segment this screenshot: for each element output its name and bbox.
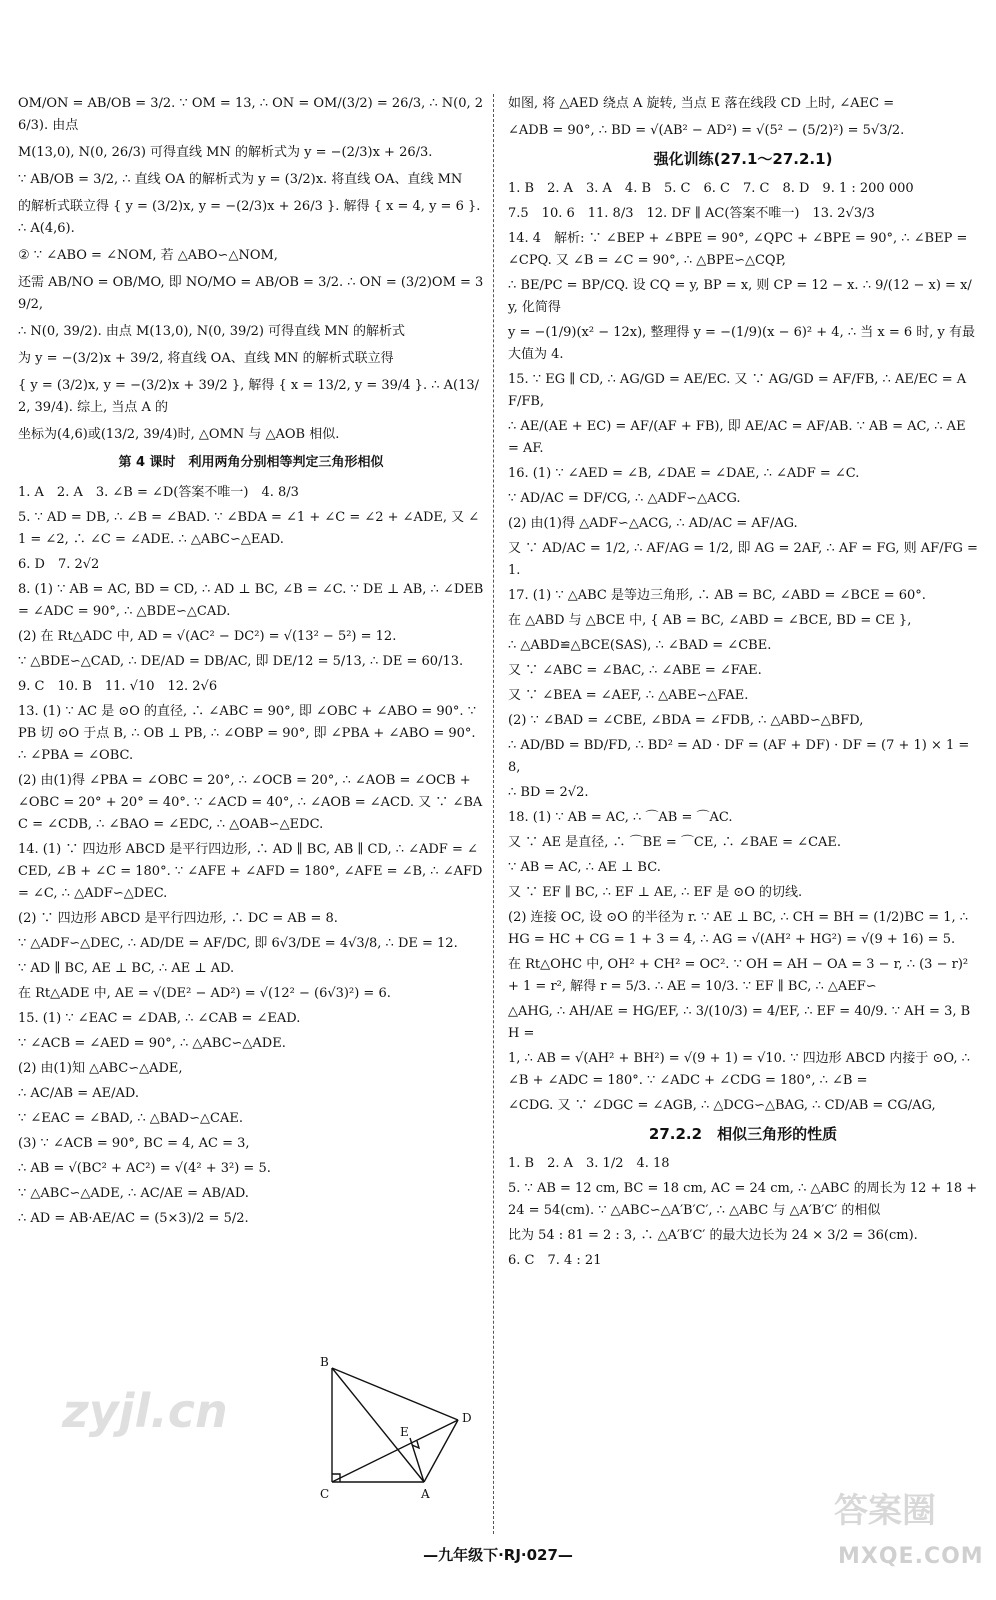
solution-line: ② ∵ ∠ABO = ∠NOM, 若 △ABO∽△NOM, [18, 248, 278, 263]
point-label: E [400, 1425, 409, 1439]
solution-line: 的解析式联立得 { y = (3/2)x, y = −(2/3)x + 26/3 }. 解得 { x = 4, y = 6 }. ∴ A(4,6). [18, 199, 485, 236]
answer-line: 6. D 7. 2√2 [18, 557, 100, 572]
segment-bd [332, 1368, 458, 1420]
answer-line: ∴ AD/BD = BD/FD, ∴ BD² = AD · DF = (AF + DF) · DF = (7 + 1) × 1 = 8, [508, 738, 974, 775]
answer-line: 1. A 2. A 3. ∠B = ∠D(答案不唯一) 4. 8/3 [18, 485, 299, 500]
answer-line: ∠CDG. 又 ∵ ∠DGC = ∠AGB, ∴ △DCG∽△BAG, ∴ CD/AB = CG/AG, [508, 1098, 936, 1113]
answer-line: (2) ∵ ∠BAD = ∠CBE, ∠BDA = ∠FDB, ∴ △ABD∽△BFD, [508, 713, 864, 728]
solution-line: { y = (3/2)x, y = −(3/2)x + 39/2 }, 解得 { x = 13/2, y = 39/4 }. ∴ A(13/2, 39/4). 综上, 当点 A 的 [18, 378, 480, 415]
segment-da [424, 1420, 458, 1482]
point-label: C [320, 1487, 330, 1501]
answer-line: 16. (1) ∵ ∠AED = ∠B, ∠DAE = ∠DAE, ∴ ∠ADF = ∠C. [508, 466, 860, 481]
answer-line: ∵ AB = AC, ∴ AE ⊥ BC. [508, 860, 661, 875]
segment-cd [332, 1420, 458, 1482]
geometry-figure [318, 1356, 478, 1506]
answer-line: 14. 4 解析: ∵ ∠BEP + ∠BPE = 90°, ∠QPC + ∠BPE = 90°, ∴ ∠BEP = ∠CPQ. 又 ∠B = ∠C = 90°, ∴ △BPE∽△CQP, [508, 231, 972, 268]
answer-line: ∴ BE/PC = BP/CQ. 设 CQ = y, BP = x, 则 CP = 12 − x. ∴ 9/(12 − x) = x/y, 化简得 [508, 278, 972, 315]
answer-line: 9. C 10. B 11. √10 12. 2√6 [18, 679, 218, 694]
solution-line: 坐标为(4,6)或(13/2, 39/4)时, △OMN 与 △AOB 相似. [18, 427, 340, 442]
solution-line: OM/ON = AB/OB = 3/2. ∵ OM = 13, ∴ ON = OM/(3/2) = 26/3, ∴ N(0, 26/3). 由点 [18, 96, 484, 133]
answer-line: 又 ∵ ∠ABC = ∠BAC, ∴ ∠ABE = ∠FAE. [508, 663, 762, 678]
answer-line: 17. (1) ∵ △ABC 是等边三角形, ∴ AB = BC, ∠ABD = ∠BCE = 60°. [508, 588, 926, 603]
section-heading: 27.2.2 相似三角形的性质 [648, 1125, 838, 1143]
answer-line: ∴ AD = AB·AE/AC = (5×3)/2 = 5/2. [18, 1211, 249, 1226]
answer-line: ∵ △BDE∽△CAD, ∴ DE/AD = DB/AC, 即 DE/12 = 5/13, ∴ DE = 60/13. [18, 654, 464, 669]
solution-line: 为 y = −(3/2)x + 39/2, 将直线 OA、直线 MN 的解析式联立得 [18, 351, 394, 366]
answer-line: ∴ BD = 2√2. [508, 785, 589, 800]
segment-ba [332, 1368, 424, 1482]
answer-line: 14. (1) ∵ 四边形 ABCD 是平行四边形, ∴ AD ∥ BC, AB ∥ CD, ∴ ∠ADF = ∠CED, ∠B + ∠C = 180°. ∵ ∠AFE + ∠AFD = 180°, ∠AFE = ∠B, ∴ ∠AFD = ∠C, ∴ △ADF∽△DEC. [18, 842, 487, 901]
answer-line: 8. (1) ∵ AB = AC, BD = CD, ∴ AD ⊥ BC, ∠B = ∠C. ∵ DE ⊥ AB, ∴ ∠DEB = ∠ADC = 90°, ∴ △BDE∽△CAD. [18, 582, 488, 619]
point-label: A [421, 1487, 430, 1501]
solution-line: ∵ AB/OB = 3/2, ∴ 直线 OA 的解析式为 y = (3/2)x. 将直线 OA、直线 MN [18, 172, 463, 187]
watermark: MXQE.COM [838, 1544, 984, 1569]
answer-line: 在 △ABD 与 △BCE 中, { AB = BC, ∠ABD = ∠BCE, BD = CE }, [508, 613, 912, 628]
answer-line: (2) 在 Rt△ADC 中, AD = √(AC² − DC²) = √(13² − 5²) = 12. [18, 629, 397, 644]
answer-line: (3) ∵ ∠ACB = 90°, BC = 4, AC = 3, [18, 1136, 250, 1151]
answer-line: 又 ∵ ∠BEA = ∠AEF, ∴ △ABE∽△FAE. [508, 688, 749, 703]
section-heading: 第 4 课时 利用两角分别相等判定三角形相似 [118, 455, 384, 470]
answer-line: 1. B 2. A 3. 1/2 4. 18 [508, 1156, 670, 1171]
point-label: B [320, 1356, 329, 1369]
answer-line: 1. B 2. A 3. A 4. B 5. C 6. C 7. C 8. D 9. 1 : 200 000 [508, 181, 914, 196]
watermark-logo: 答案圈 [834, 1491, 936, 1531]
answer-line: 15. ∵ EG ∥ CD, ∴ AG/GD = AE/EC. 又 ∵ AG/GD = AF/FB, ∴ AE/EC = AF/FB, [508, 372, 967, 409]
answer-line: 13. (1) ∵ AC 是 ⊙O 的直径, ∴ ∠ABC = 90°, 即 ∠OBC + ∠ABO = 90°. ∵ PB 切 ⊙O 于点 B, ∴ OB ⊥ PB, ∴ ∠OBP = 90°, 即 ∠PBA + ∠ABO = 90°. ∴ ∠PBA = ∠OBC. [18, 704, 481, 763]
solution-line: ∠ADB = 90°, ∴ BD = √(AB² − AD²) = √(5² − (5/2)²) = 5√3/2. [508, 123, 905, 138]
answer-line: ∴ AC/AB = AE/AD. [18, 1086, 139, 1101]
solution-line: 如图, 将 △AED 绕点 A 旋转, 当点 E 落在线段 CD 上时, ∠AEC = [508, 96, 895, 111]
answer-line: ∴ AE/(AE + EC) = AF/(AF + FB), 即 AE/AC = AF/AB. ∵ AB = AC, ∴ AE = AF. [508, 419, 970, 456]
column-divider [493, 94, 494, 1534]
answer-line: 又 ∵ AE 是直径, ∴ ⌒BE = ⌒CE, ∴ ∠BAE = ∠CAE. [508, 835, 842, 850]
answer-line: ∵ △ADF∽△DEC, ∴ AD/DE = AF/DC, 即 6√3/DE = 4√3/8, ∴ DE = 12. [18, 936, 458, 951]
answer-line: 18. (1) ∵ AB = AC, ∴ ⌒AB = ⌒AC. [508, 810, 733, 825]
right-column [508, 88, 983, 1275]
answer-line: (2) 连接 OC, 设 ⊙O 的半径为 r. ∵ AE ⊥ BC, ∴ CH = BH = (1/2)BC = 1, ∴ HG = HC + CG = 1 + 3 = 4, ∴ AG = √(AH² + HG²) = √(9 + 16) = 5. [508, 910, 973, 947]
answer-line: ∵ △ABC∽△ADE, ∴ AC/AE = AB/AD. [18, 1186, 249, 1201]
point-label: D [462, 1411, 472, 1425]
answer-line: ∴ AB = √(BC² + AC²) = √(4² + 3²) = 5. [18, 1161, 271, 1176]
left-column [18, 88, 488, 1233]
answer-line: 5. ∵ AD = DB, ∴ ∠B = ∠BAD. ∵ ∠BDA = ∠1 + ∠C = ∠2 + ∠ADE, 又 ∠1 = ∠2, ∴ ∠C = ∠ADE. ∴ △ABC∽△EAD. [18, 510, 480, 547]
answer-line: 6. C 7. 4 : 21 [508, 1253, 602, 1268]
answer-line: 比为 54 : 81 = 2 : 3, ∴ △A′B′C′ 的最大边长为 24 × 3/2 = 36(cm). [508, 1228, 918, 1243]
answer-line: ∴ △ABD≌△BCE(SAS), ∴ ∠BAD = ∠CBE. [508, 638, 772, 653]
answer-line: (2) 由(1)得 ∠PBA = ∠OBC = 20°, ∴ ∠OCB = 20°, ∴ ∠AOB = ∠OCB + ∠OBC = 20° + 20° = 40°. ∵ ∠ACD = 40°, ∴ ∠AOB = ∠ACD. 又 ∵ ∠BAC = ∠CDB, ∴ ∠BAO = ∠EDC, ∴ △OAB∽△EDC. [18, 773, 483, 832]
section-heading: 强化训练(27.1～27.2.1) [653, 150, 833, 168]
answer-line: 5. ∵ AB = 12 cm, BC = 18 cm, AC = 24 cm, ∴ △ABC 的周长为 12 + 18 + 24 = 54(cm). ∵ △ABC∽△A′B′C′, ∴ △ABC 与 △A′B′C′ 的相似 [508, 1181, 982, 1218]
solution-line: M(13,0), N(0, 26/3) 可得直线 MN 的解析式为 y = −(2/3)x + 26/3. [18, 145, 433, 160]
answer-line: y = −(1/9)(x² − 12x), 整理得 y = −(1/9)(x − 6)² + 4, ∴ 当 x = 6 时, y 有最大值为 4. [508, 325, 976, 362]
solution-line: ∴ N(0, 39/2). 由点 M(13,0), N(0, 39/2) 可得直线 MN 的解析式 [18, 324, 406, 339]
answer-line: (2) 由(1)知 △ABC∽△ADE, [18, 1061, 183, 1076]
answer-line: (2) 由(1)得 △ADF∽△ACG, ∴ AD/AC = AF/AG. [508, 516, 798, 531]
page-footer: —九年级下·RJ·027— [423, 1546, 573, 1564]
answer-line: 又 ∵ EF ∥ BC, ∴ EF ⊥ AE, ∴ EF 是 ⊙O 的切线. [508, 885, 803, 900]
answer-line: ∵ AD ∥ BC, AE ⊥ BC, ∴ AE ⊥ AD. [18, 961, 235, 976]
answer-line: △AHG, ∴ AH/AE = HG/EF, ∴ 3/(10/3) = 4/EF, ∴ EF = 40/9. ∵ AH = 3, BH = [508, 1004, 971, 1041]
segment-ae [410, 1438, 424, 1482]
answer-line: 7.5 10. 6 11. 8/3 12. DF ∥ AC(答案不唯一) 13. 2√3/3 [508, 206, 875, 221]
solution-line: 还需 AB/NO = OB/MO, 即 NO/MO = AB/OB = 3/2. ∴ ON = (3/2)OM = 39/2, [18, 275, 484, 312]
answer-line: 15. (1) ∵ ∠EAC = ∠DAB, ∴ ∠CAB = ∠EAD. [18, 1011, 301, 1026]
answer-line: 1, ∴ AB = √(AH² + BH²) = √(9 + 1) = √10. ∵ 四边形 ABCD 内接于 ⊙O, ∴ ∠B + ∠ADC = 180°. ∵ ∠ADC + ∠CDG = 180°, ∴ ∠B = [508, 1051, 975, 1088]
watermark: zyjl.cn [62, 1384, 228, 1438]
answer-line: (2) ∵ 四边形 ABCD 是平行四边形, ∴ DC = AB = 8. [18, 911, 338, 926]
answer-line: ∵ ∠EAC = ∠BAD, ∴ △BAD∽△CAE. [18, 1111, 243, 1126]
answer-line: 又 ∵ AD/AC = 1/2, ∴ AF/AG = 1/2, 即 AG = 2AF, ∴ AF = FG, 则 AF/FG = 1. [508, 541, 983, 578]
answer-line: 在 Rt△ADE 中, AE = √(DE² − AD²) = √(12² − (6√3)²) = 6. [18, 986, 391, 1001]
answer-line: ∵ ∠ACB = ∠AED = 90°, ∴ △ABC∽△ADE. [18, 1036, 286, 1051]
answer-line: 在 Rt△OHC 中, OH² + CH² = OC². ∵ OH = AH − OA = 3 − r, ∴ (3 − r)² + 1 = r², 解得 r = 5/3. ∴ AE = 10/3. ∵ EF ∥ BC, ∴ △AEF∽ [508, 957, 973, 994]
answer-line: ∵ AD/AC = DF/CG, ∴ △ADF∽△ACG. [508, 491, 741, 506]
